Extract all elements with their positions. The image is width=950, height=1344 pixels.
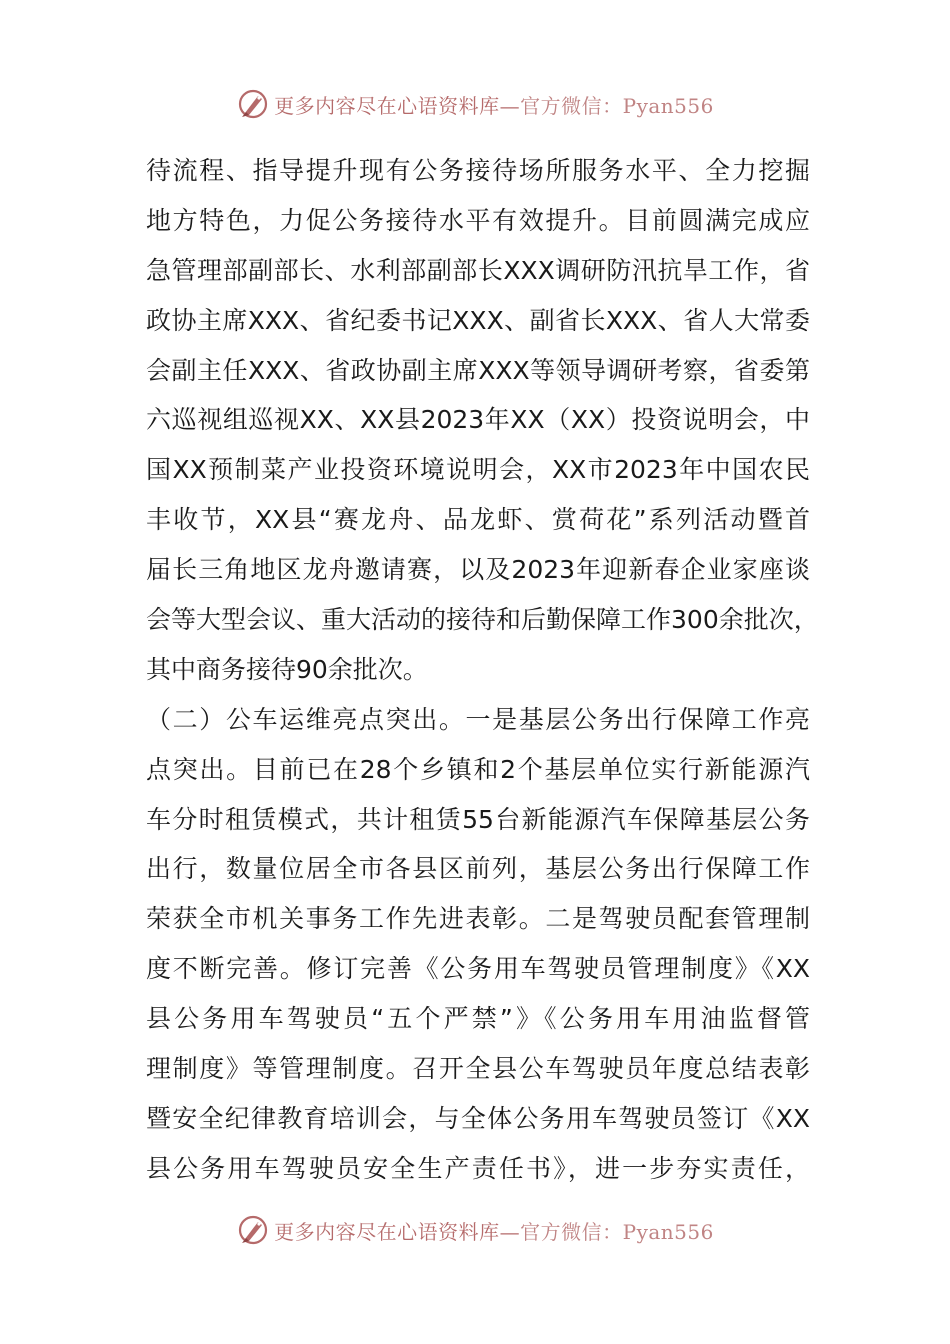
text-line: 县公务用车驾驶员安全生产责任书》，进一步夯实责任， (146, 1153, 810, 1183)
text-line: 政协主席XXX、省纪委书记XXX、副省长XXX、省人大常委 (146, 305, 810, 335)
header-watermark (0, 84, 950, 124)
text-line: 其中商务接待90余批次。 (146, 654, 428, 684)
text-line: 出行，数量位居全市各县区前列，基层公务出行保障工作 (146, 854, 810, 884)
text-line: 车分时租赁模式，共计租赁55台新能源汽车保障基层公务 (146, 804, 810, 834)
section-heading-line: （二）公车运维亮点突出。一是基层公务出行保障工作亮 (146, 704, 810, 734)
text-line: 六巡视组巡视XX、XX县2023年XX（XX）投资说明会，中 (146, 405, 810, 435)
text-line: 会副主任XXX、省政协副主席XXX等领导调研考察，省委第 (146, 355, 810, 385)
text-line: 丰收节，XX县“赛龙舟、品龙虾、赏荷花”系列活动暨首 (146, 505, 810, 535)
text-line: 会等大型会议、重大活动的接待和后勤保障工作300余批次， (146, 605, 819, 635)
text-line: 国XX预制菜产业投资环境说明会，XX市2023年中国农民 (146, 455, 810, 485)
pen-nib-logo-icon (236, 87, 270, 121)
text-line: 理制度》等管理制度。召开全县公车驾驶员年度总结表彰 (146, 1054, 810, 1084)
footer-watermark (0, 1210, 950, 1250)
body-text (146, 146, 819, 1194)
text-line: 度不断完善。修订完善《公务用车驾驶员管理制度》《XX (146, 954, 810, 984)
text-line: 点突出。目前已在28个乡镇和2个基层单位实行新能源汽 (146, 754, 810, 784)
text-line: 暨安全纪律教育培训会，与全体公务用车驾驶员签订《XX (146, 1103, 810, 1133)
text-line: 急管理部副部长、水利部副部长XXX调研防汛抗旱工作，省 (146, 255, 810, 285)
text-line: 届长三角地区龙舟邀请赛，以及2023年迎新春企业家座谈 (146, 555, 810, 585)
watermark-text: 更多内容尽在心语资料库—官方微信：Pyan556 (274, 1219, 714, 1244)
watermark-text: 更多内容尽在心语资料库—官方微信：Pyan556 (274, 93, 714, 118)
text-line: 县公务用车驾驶员“五个严禁”》《公务用车用油监督管 (146, 1004, 810, 1034)
text-line: 地方特色，力促公务接待水平有效提升。目前圆满完成应 (146, 205, 810, 235)
text-line: 待流程、指导提升现有公务接待场所服务水平、全力挖掘 (146, 156, 810, 185)
text-line: 荣获全市机关事务工作先进表彰。二是驾驶员配套管理制 (146, 904, 810, 934)
pen-nib-logo-icon (236, 1213, 270, 1247)
